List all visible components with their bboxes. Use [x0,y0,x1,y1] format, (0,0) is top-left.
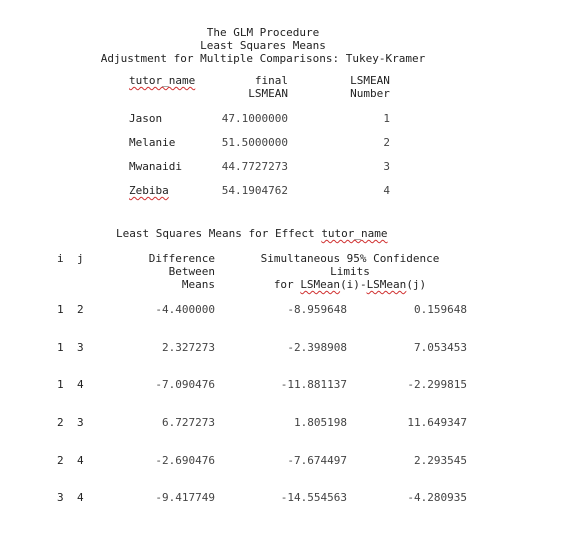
lsmean-number-cell: 2 [383,136,390,149]
adjustment-title: Adjustment for Multiple Comparisons: Tukey-Kramer [100,52,426,65]
lsmean-cell: 44.7727273 [221,160,288,173]
ci-minus: - [359,278,367,291]
upper-limit-cell: 7.053453 [414,341,467,354]
ci-lsmean-j: LSMean [366,278,407,291]
j-cell: 2 [77,303,84,316]
lower-limit-cell: 1.805198 [294,416,347,429]
i-cell: 1 [57,303,64,316]
upper-limit-cell: 2.293545 [414,454,467,467]
section-title: Least Squares Means [200,39,326,52]
lower-limit-cell: -11.881137 [280,378,347,391]
lower-limit-cell: -14.554563 [280,491,347,504]
i-cell: 3 [57,491,64,504]
upper-limit-cell: 0.159648 [414,303,467,316]
col-header-between: Between [168,265,215,278]
upper-limit-cell: 11.649347 [407,416,467,429]
tutor-name-cell: Zebiba [129,184,169,197]
upper-limit-cell: -2.299815 [407,378,467,391]
lower-limit-cell: -2.398908 [287,341,347,354]
col-header-confidence: Simultaneous 95% Confidence [260,252,440,265]
col-header-final: final [254,74,288,87]
tutor-name-cell: Mwanaidi [129,160,182,173]
procedure-title: The GLM Procedure [206,26,320,39]
i-cell: 1 [57,341,64,354]
j-cell: 3 [77,416,84,429]
col-header-difference: Difference [148,252,215,265]
lsmean-number-cell: 1 [383,112,390,125]
col-header-tutor-name: tutor_name [129,74,196,87]
j-cell: 4 [77,454,84,467]
effect-title [116,227,388,240]
j-cell: 3 [77,341,84,354]
tutor-name-cell: Jason [129,112,163,125]
ci-lsmean-i: LSMean [300,278,341,291]
ci-for-label: for [273,278,301,291]
col-header-final-lsmean: LSMEAN [248,87,288,100]
ci-j-label: (j) [406,278,427,291]
j-cell: 4 [77,491,84,504]
lower-limit-cell: -7.674497 [287,454,347,467]
i-cell: 2 [57,416,64,429]
difference-cell: 6.727273 [162,416,215,429]
col-header-lsmean: LSMEAN [350,74,390,87]
difference-cell: -9.417749 [155,491,215,504]
effect-name: tutor_name [321,227,388,240]
ci-i-label: (i) [340,278,360,291]
difference-cell: -4.400000 [155,303,215,316]
lsmean-cell: 47.1000000 [221,112,288,125]
lsmean-cell: 51.5000000 [221,136,288,149]
col-header-i: i [57,252,64,265]
upper-limit-cell: -4.280935 [407,491,467,504]
col-header-limits: Limits [330,265,370,278]
i-cell: 1 [57,378,64,391]
i-cell: 2 [57,454,64,467]
effect-title-prefix: Least Squares Means for Effect [116,227,322,240]
difference-cell: -7.090476 [155,378,215,391]
j-cell: 4 [77,378,84,391]
lsmean-cell: 54.1904762 [221,184,288,197]
lsmean-number-cell: 3 [383,160,390,173]
tutor-name-cell: Melanie [129,136,176,149]
difference-cell: 2.327273 [162,341,215,354]
difference-cell: -2.690476 [155,454,215,467]
lsmean-number-cell: 4 [383,184,390,197]
col-header-j: j [77,252,84,265]
col-header-lsmean-number: Number [350,87,390,100]
col-header-lsmean-diff [230,278,470,291]
col-header-means: Means [181,278,215,291]
lower-limit-cell: -8.959648 [287,303,347,316]
